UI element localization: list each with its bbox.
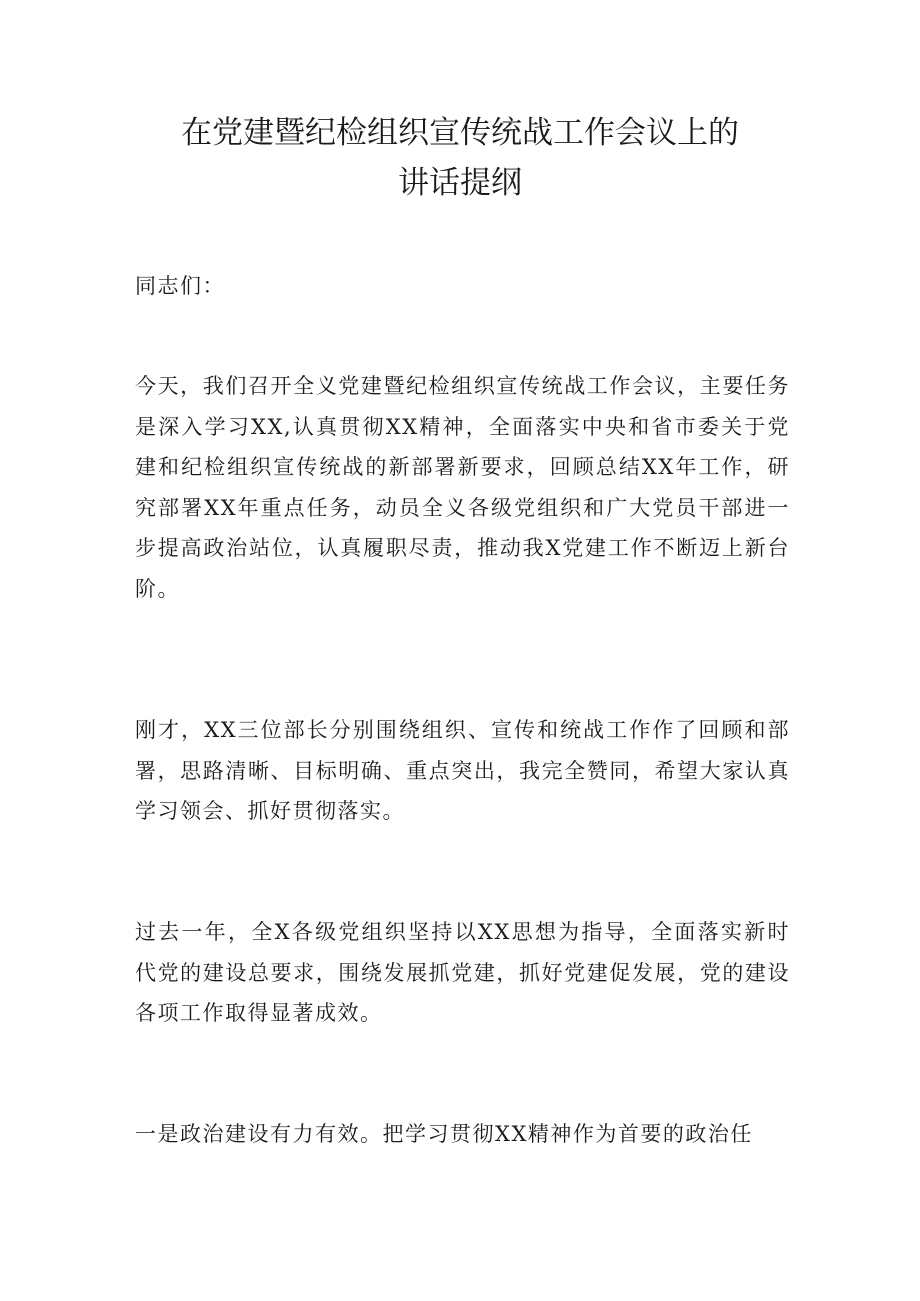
paragraph-past-year: 过去一年，全X各级党组织坚持以XX思想为指导，全面落实新时代党的建设总要求，围绕发展抓党建，抓好党建促发展，党的建设各项工作取得显著成效。 xyxy=(135,920,790,1025)
paragraph-political-building: 一是政治建设有力有效。把学习贯彻XX精神作为首要的政治任 xyxy=(135,1122,753,1146)
paragraph-opening: 今天，我们召开全义党建暨纪检组织宣传统战工作会议，主要任务是深入学习XX,认真贯彻XX精神，全面落实中央和省市委关于党建和纪检组织宣传统战的新部署新要求，回顾总结XX年工作，研究部署XX年重点任务，动员全义各级党组织和广大党员干部进一步提高政治站位，认真履职尽责，推动我X党建工作不断迈上新台阶。 xyxy=(135,374,790,601)
document-title xyxy=(0,108,920,208)
paragraph-reports: 刚才，XX三位部长分别围绕组织、宣传和统战工作作了回顾和部署，思路清晰、目标明确、重点突出，我完全赞同，希望大家认真学习领会、抓好贯彻落实。 xyxy=(135,718,790,823)
greeting: 同志们： xyxy=(135,274,225,298)
title-line-1: 在党建暨纪检组织宣传统战工作会议上的 xyxy=(181,115,739,151)
title-line-2: 讲话提纲 xyxy=(398,165,522,201)
